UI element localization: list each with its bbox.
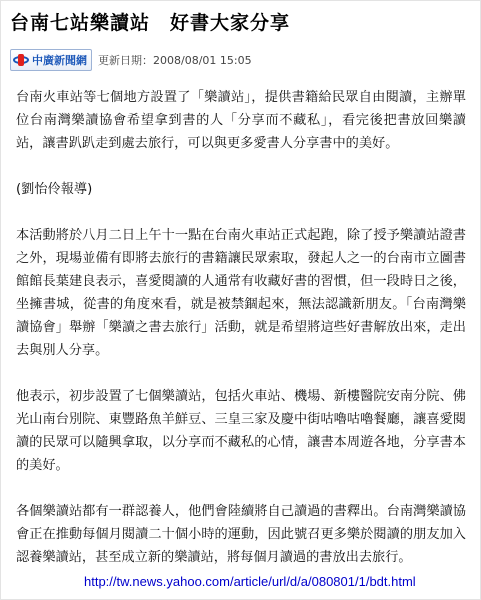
- article-paragraph: 他表示，初步設置了七個樂讀站，包括火車站、機場、新樓醫院安南分院、佛光山南台別院、東豐路魚羊鮮豆、三皇三家及慶中街咕嚕咕嚕餐廳，讓喜愛閱讀的民眾可以隨興拿取，以分享而不藏私的心情，讓書本周遊各地，分享書本的美好。: [16, 389, 466, 473]
- article-paragraph: 台南火車站等七個地方設置了「樂讀站」，提供書籍給民眾自由閱讀，主辦單位台南灣樂讀協會希望拿到書的人「分享而不藏私」，看完後把書放回樂讀站，讓書趴趴走到處去旅行，可以與更多愛書人分享書中的美好。: [16, 90, 466, 151]
- source-url-link[interactable]: http://tw.news.yahoo.com/article/url/d/a/080801/1/bdt.html: [84, 574, 416, 589]
- source-logo: [10, 49, 92, 71]
- article-title: 台南七站樂讀站 好書大家分享: [10, 12, 291, 34]
- source-logo-text: 中廣新聞網: [32, 54, 87, 67]
- article-byline: (劉怡伶報導): [16, 182, 93, 197]
- article-body: [16, 86, 466, 592]
- article-paragraph: 各個樂讀站都有一群認養人，他們會陸續將自己讀過的書釋出。台南灣樂讀協會正在推動每個月閱讀二十個小時的運動，因此號召更多樂於閱讀的朋友加入認養樂讀站，甚至成立新的樂讀站，將每個月讀過的書放出去旅行。: [16, 504, 466, 565]
- updated-date: 更新日期：2008/08/01 15:05: [98, 54, 252, 67]
- broadcast-logo-icon: [13, 54, 29, 66]
- article-paragraph: 本活動將於八月二日上午十一點在台南火車站正式起跑，除了授予樂讀站證書之外，現場並備有即將去旅行的書籍讓民眾索取，發起人之一的台南市立圖書館館長葉建良表示，喜愛閱讀的人通常有收藏好書的習慣，但一段時日之後，坐擁書城，從書的角度來看，就是被禁錮起來，無法認識新朋友。「台南灣樂讀協會」舉辦「樂讀之書去旅行」活動，就是希望將這些好書解放出來，走出去與別人分享。: [16, 228, 466, 358]
- article-meta: [10, 48, 252, 72]
